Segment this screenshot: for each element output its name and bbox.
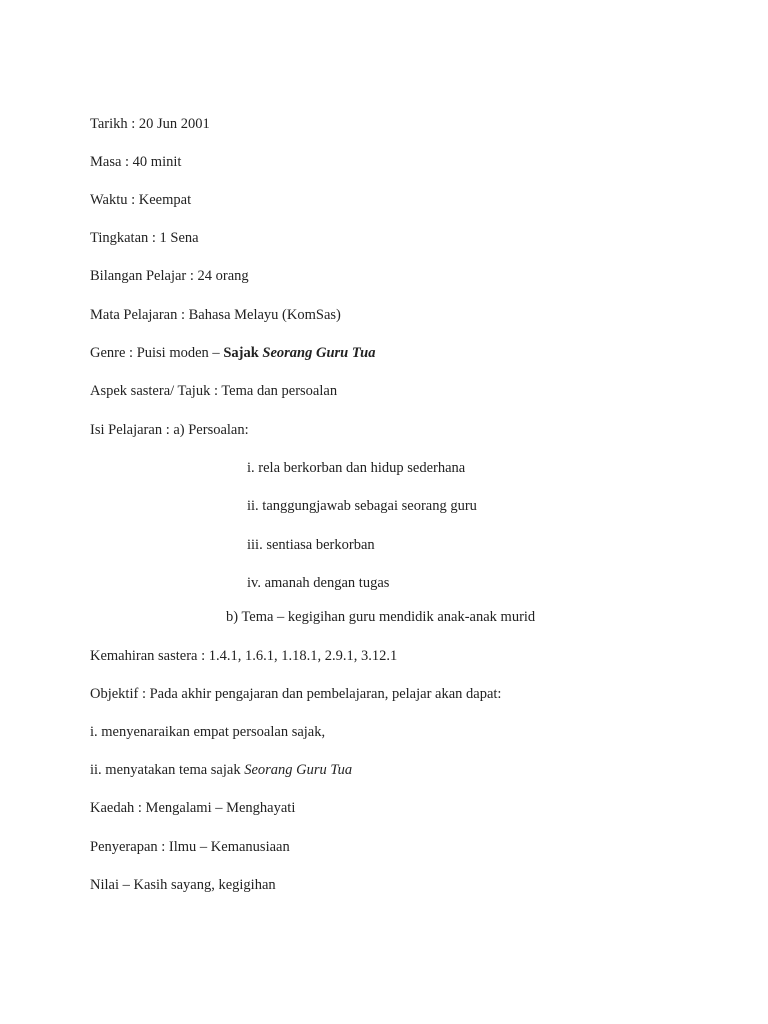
persoalan-item: iv. amanah dengan tugas [247, 575, 390, 591]
objektif-item-text: ii. menyatakan tema sajak [90, 762, 245, 778]
tarikh-line: Tarikh : 20 Jun 2001 [90, 116, 210, 132]
tingkatan-line: Tingkatan : 1 Sena [90, 230, 199, 246]
genre-line [90, 344, 376, 362]
aspek-line: Aspek sastera/ Tajuk : Tema dan persoalan [90, 383, 338, 399]
mata-pelajaran-line: Mata Pelajaran : Bahasa Melayu (KomSas) [90, 307, 341, 323]
genre-bold: Sajak [223, 345, 263, 361]
tema-line: b) Tema – kegigihan guru mendidik anak-anak murid [226, 609, 536, 625]
persoalan-item: ii. tanggungjawab sebagai seorang guru [247, 498, 477, 514]
bilangan-pelajar-line: Bilangan Pelajar : 24 orang [90, 268, 249, 284]
persoalan-item: iii. sentiasa berkorban [247, 537, 375, 553]
penyerapan-line: Penyerapan : Ilmu – Kemanusiaan [90, 839, 290, 855]
kaedah-line: Kaedah : Mengalami – Menghayati [90, 800, 296, 816]
persoalan-item: i. rela berkorban dan hidup sederhana [247, 460, 466, 476]
genre-prefix: Genre : Puisi moden – [90, 345, 224, 361]
waktu-line: Waktu : Keempat [90, 192, 192, 208]
nilai-line: Nilai – Kasih sayang, kegigihan [90, 877, 276, 893]
objektif-line: Objektif : Pada akhir pengajaran dan pembelajaran, pelajar akan dapat: [90, 686, 502, 702]
objektif-item-italic: Seorang Guru Tua [244, 762, 353, 778]
objektif-item [90, 761, 352, 779]
objektif-item-text: i. menyenaraikan empat persoalan sajak, [90, 724, 326, 740]
objektif-item [90, 723, 325, 741]
kemahiran-line: Kemahiran sastera : 1.4.1, 1.6.1, 1.18.1, 2.9.1, 3.12.1 [90, 648, 398, 664]
genre-title: Seorang Guru Tua [262, 345, 376, 361]
isi-pelajaran-line: Isi Pelajaran : a) Persoalan: [90, 422, 249, 438]
masa-line: Masa : 40 minit [90, 154, 182, 170]
